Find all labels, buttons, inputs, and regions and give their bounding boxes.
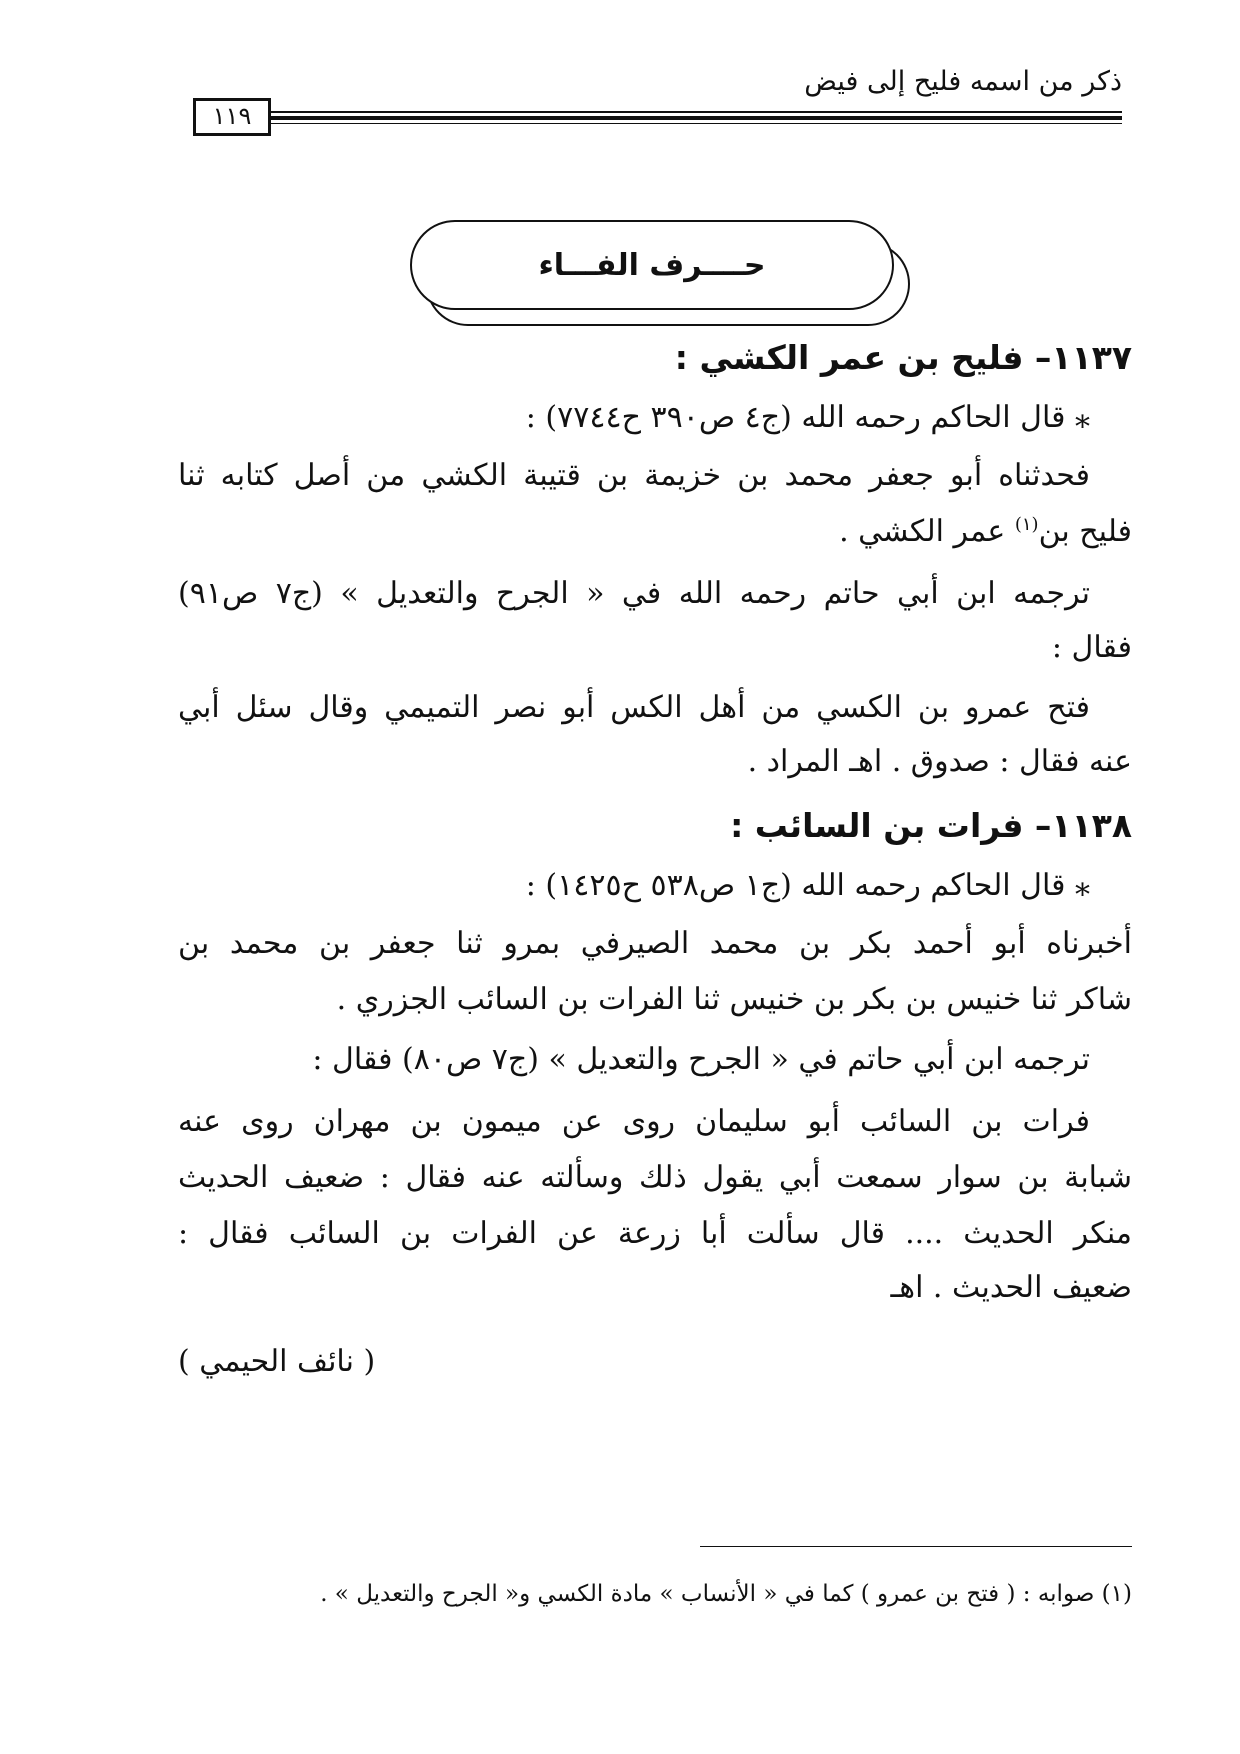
entry-1138-signature: ( نائف الحيمي ) <box>178 1344 376 1379</box>
entry-1138-text-line-1: أخبرناه أبو أحمد بكر بن محمد الصيرفي بمرو ثنا جعفر بن محمد بن <box>178 926 1132 961</box>
entry-1137-quote-line-1: فتح عمرو بن الكسي من أهل الكس أبو نصر التميمي وقال سئل أبي <box>178 690 1090 725</box>
entry-1138-quote-line-4: ضعيف الحديث . اهـ <box>890 1270 1132 1305</box>
chapter-title-frame <box>410 220 894 310</box>
entry-1138-tarjama-line-1: ترجمه ابن أبي حاتم في « الجرح والتعديل » (ج٧ ص٨٠) فقال : <box>312 1042 1090 1077</box>
entry-1138-text-line-2: شاكر ثنا خنيس بن بكر بن خنيس ثنا الفرات بن السائب الجزري . <box>336 982 1132 1017</box>
footnote-reference[interactable]: (١) <box>1014 514 1039 535</box>
footnote-separator <box>700 1546 1132 1547</box>
entry-heading-1138: ١١٣٨– فرات بن السائب : <box>730 806 1132 845</box>
entry-1138-quote-line-1: فرات بن السائب أبو سليمان روى عن ميمون بن مهران روى عنه <box>178 1104 1090 1139</box>
entry-heading-1137: ١١٣٧– فليح بن عمر الكشي : <box>674 338 1132 377</box>
entry-1137-text-line-2-start: فليح بن <box>1038 514 1132 549</box>
entry-1138-quote-line-3: منكر الحديث .... قال سألت أبا زرعة عن الفرات بن السائب فقال : <box>178 1216 1132 1251</box>
page-number: ١١٩ <box>193 98 271 136</box>
entry-1137-tarjama-line-1: ترجمه ابن أبي حاتم رحمه الله في « الجرح والتعديل » (ج٧ ص٩١) <box>178 576 1091 611</box>
entry-1137-text-line-2-end: عمر الكشي . <box>839 514 1015 549</box>
entry-1138-quote-line-2: شبابة بن سوار سمعت أبي يقول ذلك وسألته عنه فقال : ضعيف الحديث <box>178 1160 1132 1195</box>
footnote-1: (١) صوابه : ( فتح بن عمرو ) كما في « الأنساب » مادة الكسي و« الجرح والتعديل » . <box>320 1581 1132 1607</box>
entry-1137-quote-line-2: عنه فقال : صدوق . اهـ المراد . <box>747 744 1132 779</box>
header-rule-thin <box>268 123 1122 124</box>
header-rule <box>268 111 1122 120</box>
entry-1138-source: ⁎ قال الحاكم رحمه الله (ج١ ص٥٣٨ ح١٤٢٥) : <box>525 868 1090 903</box>
running-title: ذكر من اسمه فليح إلى فيض <box>804 66 1122 97</box>
entry-1137-source: ⁎ قال الحاكم رحمه الله (ج٤ ص٣٩٠ ح٧٧٤٤) : <box>525 400 1090 435</box>
entry-1137-text-line-2 <box>839 512 1132 552</box>
chapter-title: حــــرف الفـــاء <box>538 247 766 283</box>
entry-1137-text-line-1: فحدثناه أبو جعفر محمد بن خزيمة بن قتيبة الكشي من أصل كتابه ثنا <box>178 458 1090 493</box>
entry-1137-tarjama-line-2: فقال : <box>1051 630 1132 665</box>
